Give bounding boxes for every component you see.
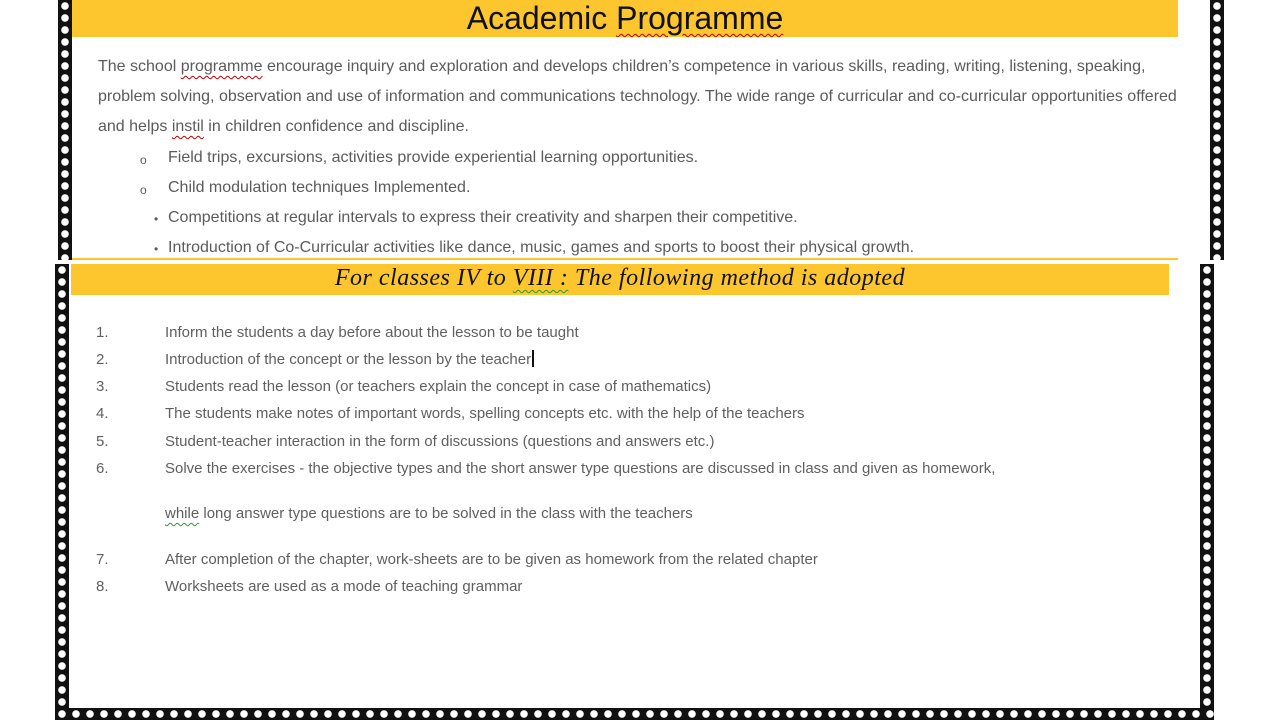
step-number: 7.	[96, 551, 109, 568]
step-number: 5.	[96, 433, 109, 450]
list-item	[154, 208, 798, 228]
section-title-marked: VIII :	[512, 265, 569, 291]
list-item	[140, 178, 471, 198]
step-text: Inform the students a day before about the lesson to be taught	[165, 324, 579, 341]
bullet-marker: •	[154, 242, 159, 256]
step-marked-word: while	[165, 505, 200, 522]
section-title	[71, 264, 1169, 295]
step-text: Solve the exercises - the objective types and the short answer type questions are discussed in class and given as homework,	[165, 460, 996, 477]
bullet-text: Child modulation techniques Implemented.	[168, 179, 471, 196]
bullet-marker: o	[140, 153, 147, 167]
section-divider	[72, 258, 1178, 260]
title-word-programme: Programme	[616, 0, 784, 36]
intro-text-1: The school	[98, 58, 181, 75]
step-text: Worksheets are used as a mode of teaching grammar	[165, 578, 523, 595]
intro-marked-word-1: programme	[180, 58, 263, 75]
right-border-top	[1210, 0, 1224, 260]
step-text: After completion of the chapter, work-sheets are to be given as homework from the related chapter	[165, 551, 818, 568]
step-text-continuation	[165, 504, 693, 524]
intro-text-2: encourage inquiry and exploration and develops children’s competence in various skills, reading, writing, listening, speaking, problem solving, observation and use of information and communications technology. The wide range of curricular and co-curricular opportunities offered and helps	[98, 58, 1177, 135]
bullet-text: Field trips, excursions, activities provide experiential learning opportunities.	[168, 149, 699, 166]
page-title	[72, 0, 1178, 37]
bullet-marker: •	[154, 212, 159, 226]
step-text: Introduction of the concept or the lesson by the teacher	[165, 351, 532, 368]
step-number: 8.	[96, 578, 109, 595]
step-text: The students make notes of important words, spelling concepts etc. with the help of the teachers	[165, 405, 805, 422]
step-number: 1.	[96, 324, 109, 341]
bottom-border	[55, 708, 1214, 720]
step-number: 4.	[96, 405, 109, 422]
step-number: 6.	[96, 460, 109, 477]
right-border-bottom	[1200, 264, 1214, 708]
intro-marked-word-2: instil	[171, 118, 204, 135]
left-border-top	[58, 0, 72, 260]
intro-paragraph	[98, 52, 1178, 142]
bullet-text: Competitions at regular intervals to express their creativity and sharpen their competitive.	[168, 209, 798, 226]
step-text-with-cursor[interactable]	[165, 350, 534, 370]
title-word-academic: Academic	[466, 0, 608, 36]
step-number: 2.	[96, 351, 109, 368]
bullet-text: Introduction of Co-Curricular activities like dance, music, games and sports to boost their physical growth.	[168, 239, 915, 256]
intro-text-3: in children confidence and discipline.	[203, 118, 469, 135]
left-border-bottom	[55, 264, 69, 720]
step-text: Student-teacher interaction in the form of discussions (questions and answers etc.)	[165, 433, 715, 450]
step-number: 3.	[96, 378, 109, 395]
section-title-part-2: The following method is adopted	[568, 265, 906, 291]
list-item	[154, 238, 915, 258]
list-item	[140, 148, 699, 168]
bullet-marker: o	[140, 183, 147, 197]
section-title-part-1: For classes IV to	[334, 265, 513, 291]
step-text: long answer type questions are to be solved in the class with the teachers	[199, 505, 693, 522]
step-text: Students read the lesson (or teachers explain the concept in case of mathematics)	[165, 378, 712, 395]
text-cursor	[532, 350, 534, 367]
